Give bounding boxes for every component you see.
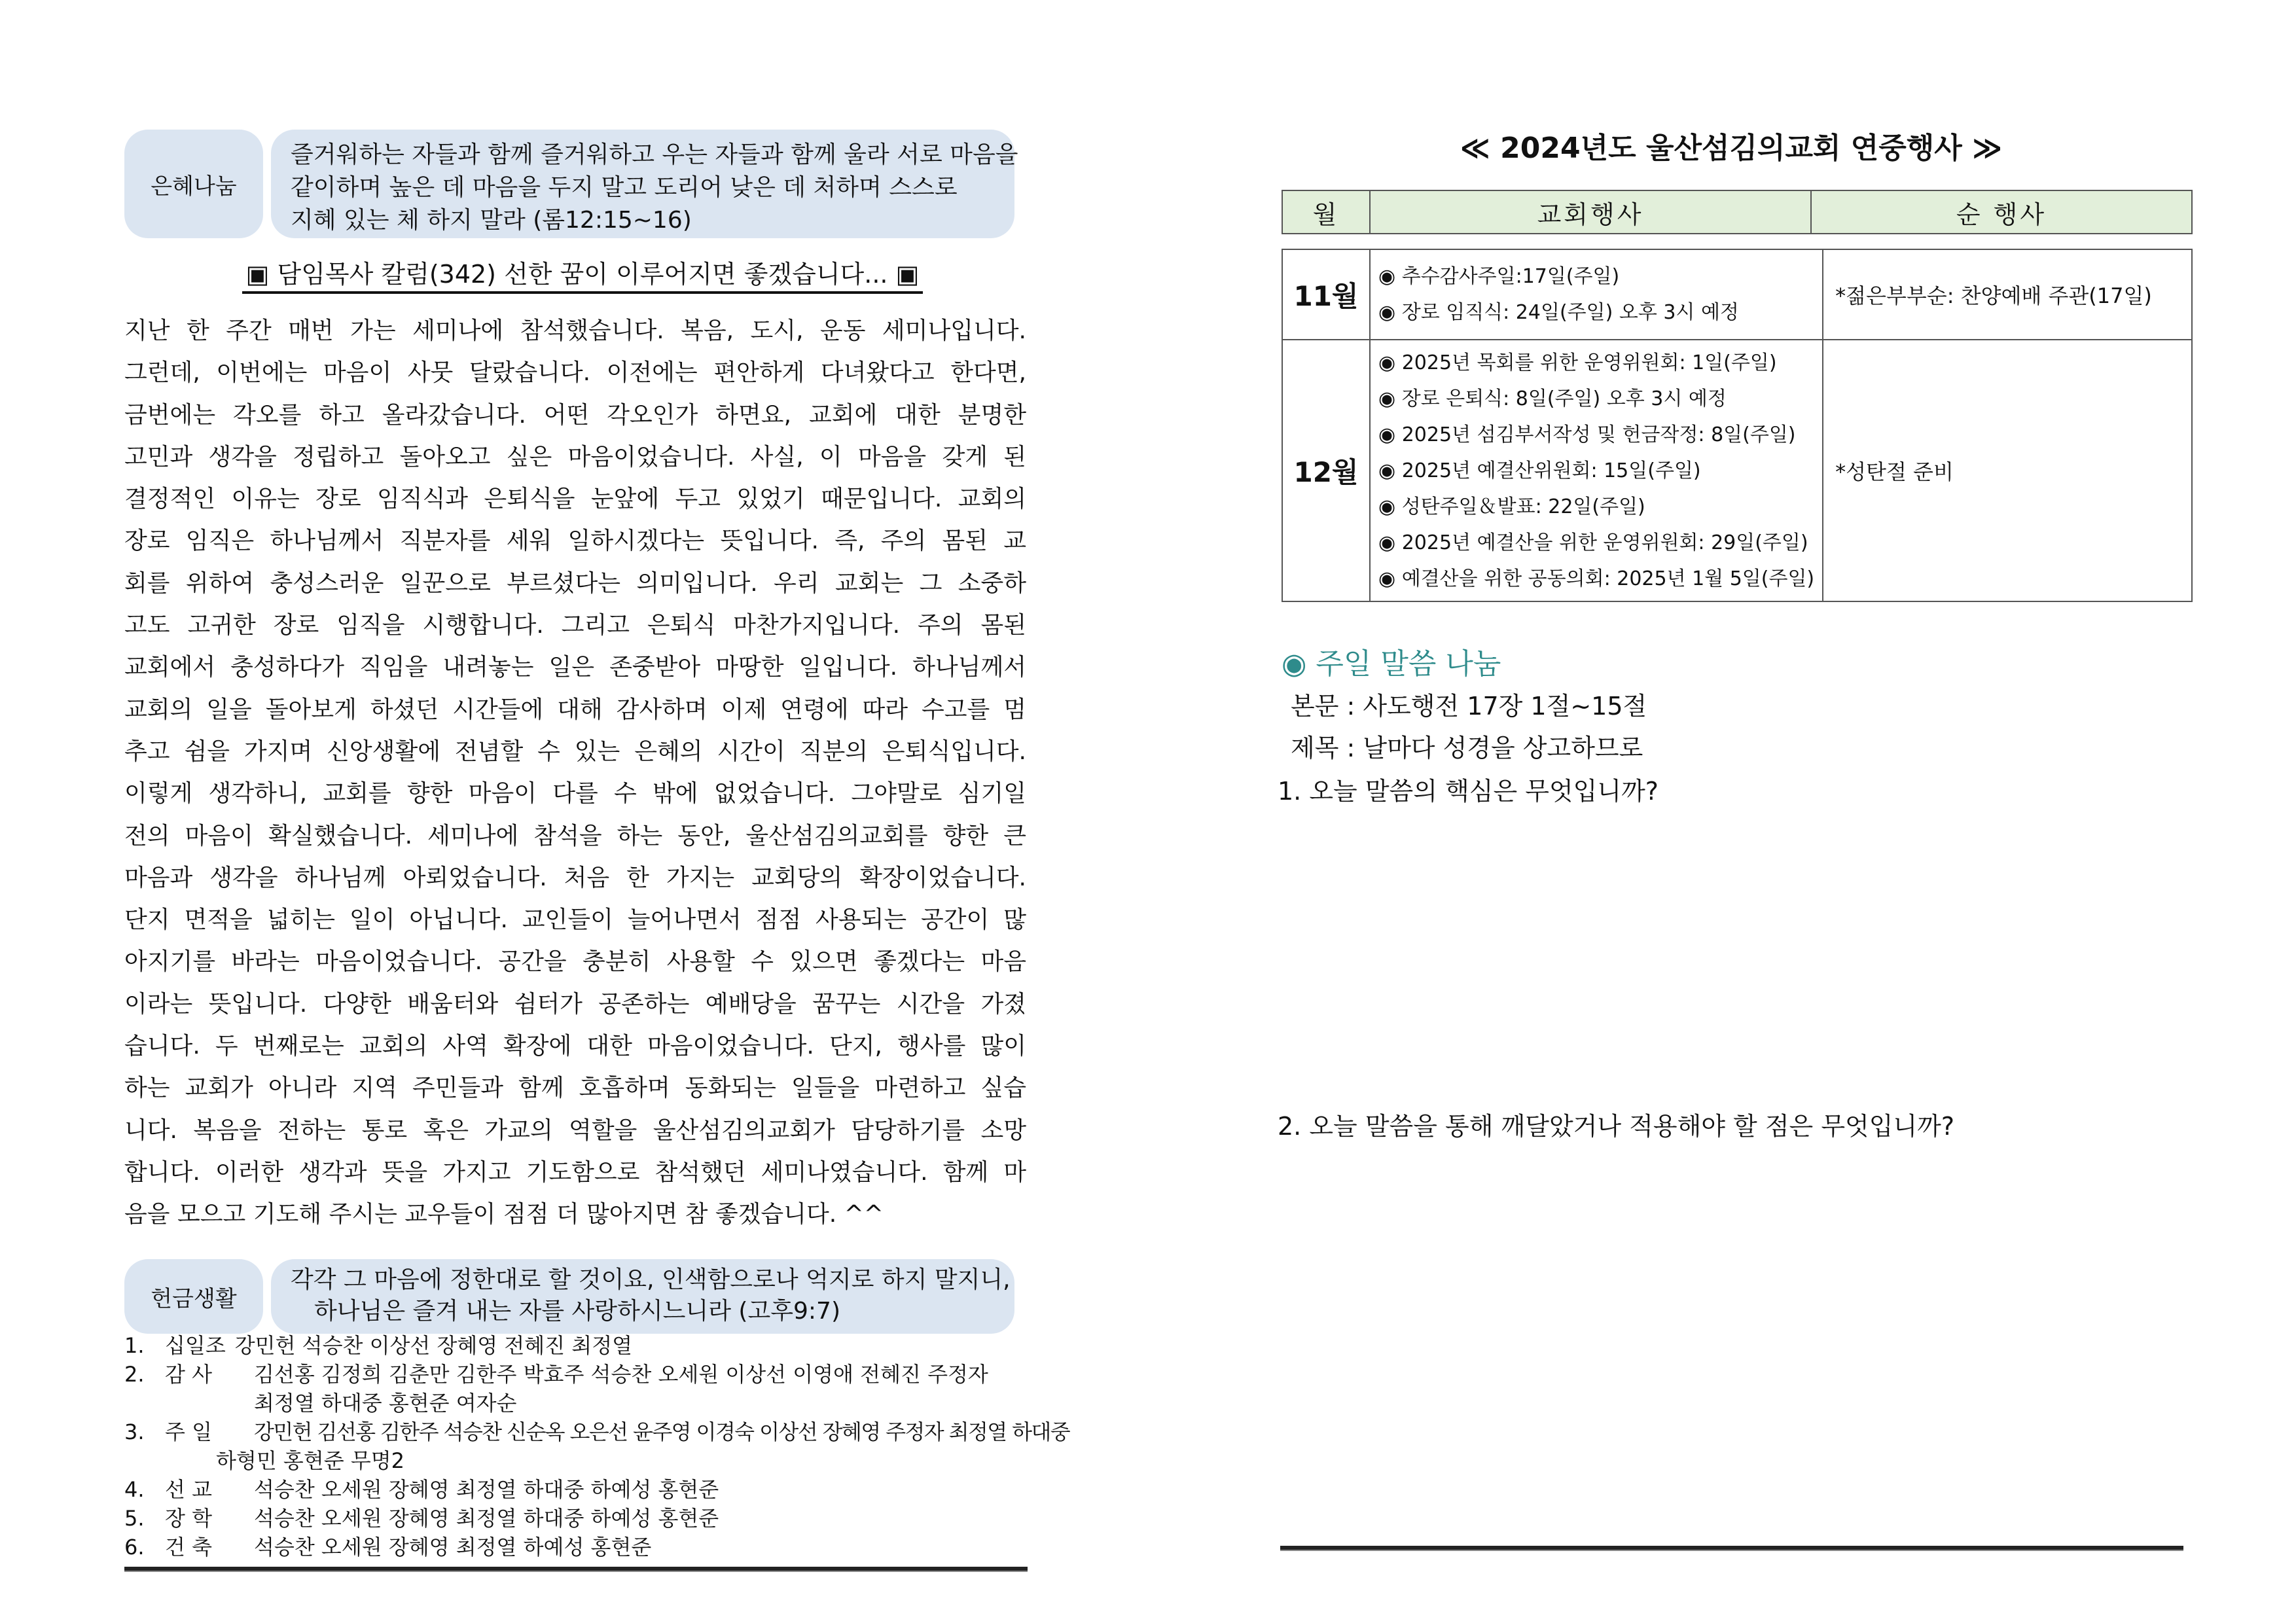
row-names: 석승찬 오세원 장혜영 최정열 하대중 하예성 홍현준 [254, 1506, 719, 1531]
offering-tag [124, 1259, 263, 1334]
header-group-events: 순 행사 [1811, 190, 2192, 234]
sermon-sharing-heading: ◉ 주일 말씀 나눔 [1282, 647, 1501, 681]
column-line: 고민과 생각을 정립하고 돌아오고 싶은 마음이었습니다. 사실, 이 마음을 갖게 된 [124, 443, 1026, 471]
grace-sharing-tag-label: 은혜나눔 [151, 173, 237, 200]
question-2: 2. 오늘 말씀을 통해 깨달았거나 적용해야 할 점은 무엇입니까? [1278, 1112, 1955, 1141]
row-names: 강민헌 석승찬 이상선 장혜영 전혜진 최정열 [234, 1333, 633, 1358]
row-category: 장 학 [165, 1506, 212, 1531]
row-category: 주 일 [165, 1419, 212, 1444]
offering-row-sunday [124, 1418, 1070, 1475]
month-cell: 12월 [1282, 340, 1370, 601]
column-line: 지난 한 주간 매번 가는 세미나에 참석했습니다. 복음, 도시, 운동 세미나입니다. [124, 317, 1026, 344]
group-event-cell: *성탄절 준비 [1823, 340, 2192, 601]
offering-verse-line: 하나님은 즐겨 내는 자를 사랑하시느니라 (고후9:7) [314, 1298, 840, 1325]
grace-verse-box [271, 130, 1018, 238]
grace-verse-line: 같이하며 높은 데 마음을 두지 말고 도리어 낮은 데 처하며 스스로 [291, 174, 958, 201]
offering-verse-line: 각각 그 마음에 정한대로 할 것이요, 인색함으로나 억지로 하지 말지니, [291, 1266, 1011, 1293]
column-line: 합니다. 이러한 생각과 뜻을 가지고 기도함으로 참석했던 세미나였습니다. 함께 마 [124, 1158, 1026, 1186]
events-header-table [1282, 190, 2193, 234]
row-number: 3. [124, 1419, 145, 1444]
event-item: ◉ 장로 임직식: 24일(주일) 오후 3시 예정 [1378, 301, 1739, 324]
event-item: ◉ 2025년 섬김부서작성 및 헌금작정: 8일(주일) [1378, 423, 1796, 446]
column-line: 단지 면적을 넓히는 일이 아닙니다. 교인들이 늘어나면서 점점 사용되는 공간이 많 [124, 906, 1026, 934]
event-item: ◉ 2025년 예결산위원회: 15일(주일) [1378, 459, 1701, 482]
offering-row-thanks [124, 1360, 1041, 1418]
column-line: 습니다. 두 번째로는 교회의 사역 확장에 대한 마음이었습니다. 단지, 행사를 많이 [124, 1033, 1026, 1060]
pastor-column-body [124, 310, 1026, 1236]
month-cell: 11월 [1282, 249, 1370, 340]
row-category: 십일조 [165, 1333, 226, 1358]
row-names: 석승찬 오세원 장혜영 최정열 하예성 홍현준 [254, 1535, 652, 1560]
annual-events-title: ≪ 2024년도 울산섬김의교회 연중행사 ≫ [1460, 132, 2003, 165]
column-line: 결정적인 이유는 장로 임직식과 은퇴식을 눈앞에 두고 있었기 때문입니다. 교회의 [124, 486, 1026, 513]
sermon-scripture: 본문 : 사도행전 17장 1절~15절 [1291, 692, 1647, 721]
row-names-continued: 하형민 홍현준 무명2 [216, 1448, 404, 1473]
event-item: ◉ 예결산을 위한 공동의회: 2025년 1월 5일(주일) [1378, 567, 1815, 590]
row-names: 김선홍 김정희 김춘만 김한주 박효주 석승찬 오세원 이상선 이영애 전혜진 주정자 [254, 1362, 988, 1387]
offering-row-building [124, 1533, 1041, 1561]
annual-events-title-wrap [1276, 124, 2186, 166]
row-number: 1. [124, 1333, 145, 1358]
column-line: 전의 마음이 확실했습니다. 세미나에 참석을 하는 동안, 울산섬김의교회를 향한 큰 [124, 822, 1026, 849]
column-line: 그런데, 이번에는 마음이 사뭇 달랐습니다. 이전에는 편안하게 다녀왔다고 한다면, [124, 359, 1026, 387]
offering-row-scholarship [124, 1504, 1041, 1533]
event-item: ◉ 추수감사주일:17일(주일) [1378, 265, 1620, 288]
column-line: 금번에는 각오를 하고 올라갔습니다. 어떤 각오인가 하면요, 교회에 대한 분명한 [124, 401, 1026, 429]
column-title-wrap [190, 254, 975, 290]
column-line: 회를 위하여 충성스러운 일꾼으로 부르셨다는 의미입니다. 우리 교회는 그 소중하 [124, 569, 1026, 597]
row-number: 2. [124, 1362, 145, 1387]
row-number: 4. [124, 1477, 145, 1502]
events-table [1282, 249, 2193, 602]
question-1: 1. 오늘 말씀의 핵심은 무엇입니까? [1278, 777, 1659, 806]
grace-verse-line: 지혜 있는 체 하지 말라 (롬12:15~16) [291, 207, 692, 234]
column-line: 하는 교회가 아니라 지역 주민들과 함께 호흡하며 동화되는 일들을 마련하고 싶습 [124, 1075, 1026, 1102]
right-bottom-rule [1280, 1546, 2183, 1551]
grace-sharing-tag [124, 130, 263, 238]
sermon-title: 제목 : 날마다 성경을 상고하므로 [1291, 734, 1643, 762]
event-item: ◉ 2025년 예결산을 위한 운영위원회: 29일(주일) [1378, 531, 1808, 554]
event-item: ◉ 2025년 목회를 위한 운영위원회: 1일(주일) [1378, 351, 1777, 374]
column-line: 이렇게 생각하니, 교회를 향한 마음이 다를 수 밖에 없었습니다. 그야말로 심기일 [124, 780, 1026, 808]
grace-verse-line: 즐거워하는 자들과 함께 즐거워하고 우는 자들과 함께 울라 서로 마음을 [291, 141, 1018, 168]
events-row-december [1282, 340, 2192, 601]
row-names: 강민헌 김선홍 김한주 석승찬 신순옥 오은선 윤주영 이경숙 이상선 장혜영 주정자 최정열 하대중 [254, 1419, 1070, 1444]
event-item: ◉ 성탄주일＆발표: 22일(주일) [1378, 495, 1645, 518]
column-line: 고도 고귀한 장로 임직을 시행합니다. 그리고 은퇴식 마찬가지입니다. 주의 몸된 [124, 612, 1026, 639]
column-line: 음을 모으고 기도해 주시는 교우들이 점점 더 많아지면 참 좋겠습니다. ^^ [124, 1201, 884, 1228]
row-number: 6. [124, 1535, 145, 1560]
church-events-cell [1370, 340, 1823, 601]
row-category: 건 축 [165, 1535, 212, 1560]
offering-row-mission [124, 1475, 1041, 1504]
column-line: 마음과 생각을 하나님께 아뢰었습니다. 처음 한 가지는 교회당의 확장이었습니다. [124, 864, 1026, 891]
events-row-november [1282, 249, 2192, 340]
row-number: 5. [124, 1506, 145, 1531]
offering-list [124, 1331, 1070, 1561]
header-month: 월 [1282, 190, 1370, 234]
column-line: 교회에서 충성하다가 직임을 내려놓는 일은 존중받아 마땅한 일입니다. 하나님께서 [124, 654, 1026, 681]
column-title: ▣ 담임목사 칼럼(342) 선한 꿈이 이루어지면 좋겠습니다... ▣ [242, 260, 924, 294]
row-names: 석승찬 오세원 장혜영 최정열 하대중 하예성 홍현준 [254, 1477, 719, 1502]
offering-row-tithe [124, 1331, 1041, 1360]
offering-tag-label: 헌금생활 [151, 1285, 237, 1312]
row-category: 감 사 [165, 1362, 212, 1387]
column-line: 아지기를 바라는 마음이었습니다. 공간을 충분히 사용할 수 있으면 좋겠다는 마음 [124, 948, 1026, 976]
column-line: 니다. 복음을 전하는 통로 혹은 가교의 역할을 울산섬김의교회가 담당하기를 소망 [124, 1116, 1026, 1144]
row-names-continued: 최정열 하대중 홍현준 여자순 [254, 1391, 517, 1416]
header-church-events: 교회행사 [1370, 190, 1811, 234]
offering-verse-box [271, 1259, 1014, 1334]
column-line: 추고 쉼을 가지며 신앙생활에 전념할 수 있는 은혜의 시간이 직분의 은퇴식입니다. [124, 738, 1026, 765]
left-bottom-rule [124, 1567, 1028, 1572]
row-category: 선 교 [165, 1477, 212, 1502]
church-events-cell [1370, 249, 1823, 340]
column-line: 교회의 일을 돌아보게 하셨던 시간들에 대해 감사하며 이제 연령에 따라 수고를 멈 [124, 696, 1026, 723]
group-event-cell: *젊은부부순: 찬양예배 주관(17일) [1823, 249, 2192, 340]
column-line: 이라는 뜻입니다. 다양한 배움터와 쉼터가 공존하는 예배당을 꿈꾸는 시간을 가졌 [124, 990, 1026, 1018]
column-line: 장로 임직은 하나님께서 직분자를 세워 일하시겠다는 뜻입니다. 즉, 주의 몸된 교 [124, 527, 1026, 555]
event-item: ◉ 장로 은퇴식: 8일(주일) 오후 3시 예정 [1378, 387, 1727, 410]
